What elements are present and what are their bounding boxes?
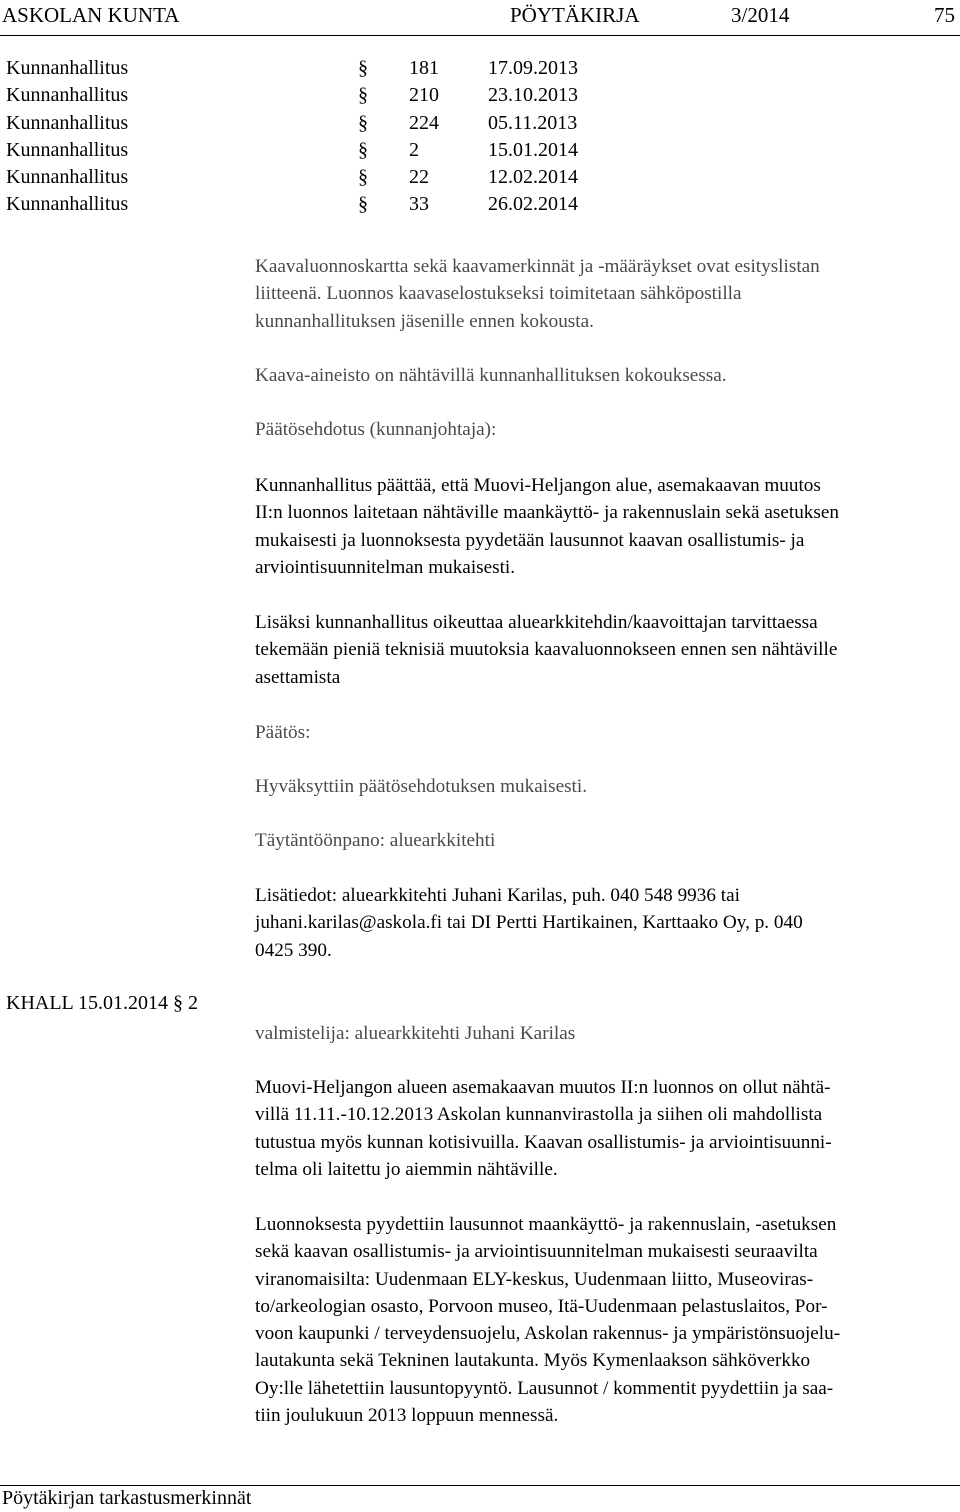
section-sign: § (358, 84, 368, 107)
section-sign: § (358, 166, 368, 189)
khall-reference (6, 992, 198, 1015)
text-line: lautakunta sekä Tekninen lautakunta. Myös Kymenlaakson sähköverkko (255, 1350, 811, 1372)
reference-row (6, 191, 706, 218)
reference-row (6, 164, 706, 191)
text-line: Lisäksi kunnanhallitus oikeuttaa aluearkkitehdin/kaavoittajan tarvittaessa (255, 612, 818, 633)
text-line: Oy:lle lähetettiin lausuntopyyntö. Lausunnot / kommentit pyydettiin ja saa- (255, 1377, 834, 1399)
material-paragraph (255, 362, 960, 389)
text-line: asettamista (255, 666, 341, 688)
text-line: Kaavaluonnoskartta sekä kaavamerkinnät ja -määräykset ovat esityslistan (255, 256, 820, 277)
reference-row (6, 82, 706, 109)
text-line: juhani.karilas@askola.fi tai DI Pertti Hartikainen, Karttaako Oy, p. 040 (255, 912, 803, 934)
text-line: Täytäntöönpano: aluearkkitehti (255, 830, 496, 851)
reference-number: 210 (409, 84, 439, 107)
reference-body: Kunnanhallitus (6, 111, 129, 134)
section-sign: § (173, 992, 184, 1014)
authorization-paragraph (255, 609, 960, 691)
text-line: voon kaupunki / terveydensuojelu, Askolan rakennus- ja ympäristönsuojelu- (255, 1323, 841, 1345)
text-line: Kunnanhallitus päättää, että Muovi-Heljangon alue, asemakaavan muutos (255, 475, 821, 496)
decision-paragraph (255, 773, 960, 800)
reference-date: 05.11.2013 (488, 111, 578, 134)
reference-number: 2 (409, 138, 419, 161)
attachments-paragraph (255, 253, 960, 335)
text-line: sekä kaavan osallistumis- ja arviointisuunnitelman mukaisesti seuraavilta (255, 1241, 818, 1263)
text-line: to/arkeologian osasto, Porvoon museo, Itä-Uudenmaan pelastuslaitos, Por- (255, 1295, 828, 1317)
text-line: Päätös: (255, 722, 311, 743)
text-line: valmistelija: aluearkkitehti Juhani Karilas (255, 1023, 576, 1044)
text-line: villä 11.11.-10.12.2013 Askolan kunnanvirastolla ja siihen oli mahdollista (255, 1104, 823, 1126)
reference-body: Kunnanhallitus (6, 84, 129, 107)
reference-date: 26.02.2014 (488, 193, 578, 216)
preparer-paragraph (255, 1020, 960, 1047)
issue-number: 3/2014 (731, 3, 790, 27)
reference-number: 22 (409, 166, 429, 189)
proposal-label (255, 416, 960, 443)
text-line: 0425 390. (255, 939, 332, 961)
section-sign: § (358, 138, 368, 161)
text-line: II:n luonnos laitetaan nähtäville maankäyttö- ja rakennuslain sekä asetuksen (255, 502, 839, 524)
khall-number: 2 (188, 992, 199, 1014)
execution-paragraph (255, 827, 960, 854)
reference-date: 23.10.2013 (488, 84, 578, 107)
footer-divider (0, 1485, 960, 1486)
text-line: liitteenä. Luonnos kaavaselostukseksi toimitetaan sähköpostilla (255, 283, 742, 305)
section-sign: § (358, 57, 368, 79)
reference-date: 15.01.2014 (488, 138, 578, 161)
text-line: telma oli laitettu jo aiemmin nähtäville. (255, 1158, 558, 1180)
document-type: PÖYTÄKIRJA (510, 3, 640, 27)
reference-body: Kunnanhallitus (6, 193, 129, 216)
text-line: Muovi-Heljangon alueen asemakaavan muutos II:n luonnos on ollut nähtä- (255, 1077, 831, 1098)
reference-date: 17.09.2013 (488, 57, 578, 79)
header-divider (0, 35, 960, 36)
municipality-name: ASKOLAN KUNTA (2, 3, 180, 27)
proposal-paragraph (255, 472, 960, 581)
reference-number: 33 (409, 193, 429, 216)
review-marks-label: Pöytäkirjan tarkastusmerkinnät (2, 1487, 252, 1509)
text-line: kunnanhallituksen jäsenille ennen kokousta. (255, 310, 594, 332)
display-paragraph (255, 1074, 960, 1183)
reference-row (6, 55, 706, 82)
reference-number: 224 (409, 111, 439, 134)
text-line: Päätösehdotus (kunnanjohtaja): (255, 419, 497, 440)
khall-date: KHALL 15.01.2014 (6, 992, 169, 1014)
text-line: arviointisuunnitelman mukaisesti. (255, 556, 516, 578)
text-line: viranomaisilta: Uudenmaan ELY-keskus, Uudenmaan liitto, Museoviras- (255, 1268, 814, 1290)
reference-body: Kunnanhallitus (6, 166, 129, 189)
text-line: tiin joulukuun 2013 loppuun mennessä. (255, 1405, 559, 1427)
reference-row (6, 137, 706, 164)
decision-label (255, 719, 960, 746)
section-sign: § (358, 193, 368, 216)
text-line: Hyväksyttiin päätösehdotuksen mukaisesti. (255, 776, 588, 797)
page-number: 75 (934, 3, 955, 27)
reference-number: 181 (409, 57, 439, 79)
text-line: Luonnoksesta pyydettiin lausunnot maankäyttö- ja rakennuslain, -asetuksen (255, 1214, 837, 1235)
statements-paragraph (255, 1211, 960, 1429)
info-paragraph (255, 882, 960, 964)
section-sign: § (358, 111, 368, 134)
reference-date: 12.02.2014 (488, 166, 578, 189)
text-line: Kaava-aineisto on nähtävillä kunnanhallituksen kokouksessa. (255, 365, 727, 386)
text-line: tekemään pieniä teknisiä muutoksia kaavaluonnokseen ennen sen nähtäville (255, 639, 838, 661)
text-line: tutustua myös kunnan kotisivuilla. Kaavan osallistumis- ja arviointisuunni- (255, 1131, 832, 1153)
text-line: Lisätiedot: aluearkkitehti Juhani Karilas, puh. 040 548 9936 tai (255, 885, 740, 906)
reference-row (6, 110, 706, 137)
reference-list (6, 55, 706, 219)
reference-body: Kunnanhallitus (6, 138, 129, 161)
reference-body: Kunnanhallitus (6, 57, 129, 79)
text-line: mukaisesti ja luonnoksesta pyydetään lausunnot kaavan osallistumis- ja (255, 529, 805, 551)
